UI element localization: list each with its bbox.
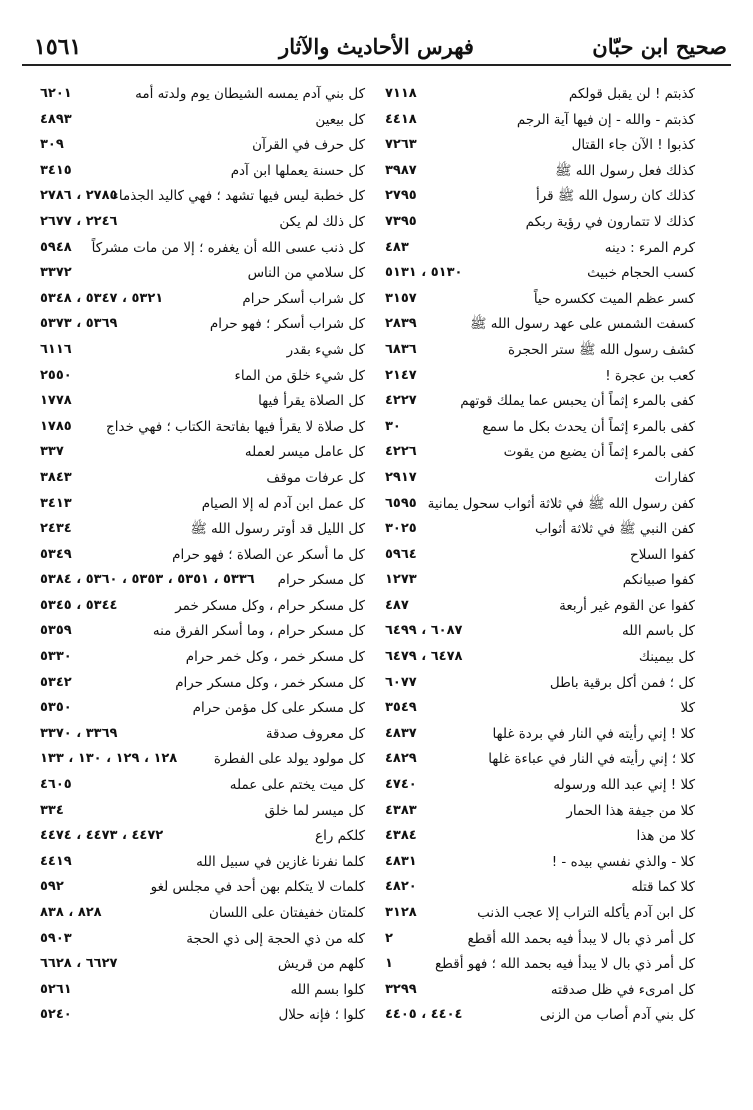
index-entry <box>40 212 365 238</box>
index-entry <box>40 929 365 955</box>
hadith-text: كفوا صبيانكم <box>622 572 695 589</box>
index-entry <box>40 366 365 392</box>
hadith-number: ١٢٨ ، ١٢٩ ، ١٣٠ ، ١٣٣ <box>40 751 178 767</box>
hadith-text: كفوا عن القوم غير أربعة <box>559 597 695 614</box>
hadith-number: ٥٢٤٠ <box>40 1007 72 1023</box>
hadith-text: كلوا بسم الله <box>290 981 365 998</box>
hadith-number: ٦٨٣٦ <box>385 341 417 357</box>
index-entry <box>40 647 365 673</box>
hadith-text: كل بيمينك <box>638 649 695 666</box>
hadith-text: كفوا السلاح <box>630 546 695 563</box>
index-column-right <box>385 84 695 1031</box>
index-entry <box>385 724 695 750</box>
index-entry <box>385 238 695 264</box>
index-entry <box>385 954 695 980</box>
index-entry <box>385 621 695 647</box>
hadith-number: ٣٤١٥ <box>40 162 72 178</box>
hadith-text: كل حرف في القرآن <box>252 137 365 154</box>
index-entry <box>40 417 365 443</box>
hadith-text: كلما نفرنا غازين في سبيل الله <box>196 853 365 870</box>
hadith-number: ١٧٧٨ <box>40 393 72 409</box>
hadith-number: ٤٨٣ <box>385 239 409 255</box>
hadith-text: كذبتم ! لن يقبل قولكم <box>568 86 695 102</box>
hadith-number: ٦٥٩٥ <box>385 495 417 511</box>
hadith-text: كلا كما قتله <box>631 879 695 896</box>
hadith-number: ٤٨٢٠ <box>385 879 417 895</box>
index-entry <box>385 494 695 520</box>
hadith-text: كذبتم - والله - إن فيها آية الرجم <box>516 111 695 128</box>
hadith-text: كلا - والذي نفسي بيده - ! <box>551 853 695 870</box>
index-entry <box>40 621 365 647</box>
index-entry <box>385 596 695 622</box>
hadith-text: كل ابن آدم يأكله التراب إلا عجب الذنب <box>477 905 695 921</box>
index-entry <box>40 698 365 724</box>
hadith-text: كشف رسول الله ﷺ ستر الحجرة <box>507 341 695 358</box>
index-entry <box>385 929 695 955</box>
hadith-text: كل ميت يختم على عمله <box>229 777 365 794</box>
hadith-number: ٥٣٣٦ ، ٥٣٥١ ، ٥٣٥٣ ، ٥٣٦٠ ، ٥٣٨٤ <box>40 572 255 588</box>
hadith-number: ٥٣٥٩ <box>40 623 72 639</box>
index-entry <box>385 519 695 545</box>
hadith-text: كل مولود يولد على الفطرة <box>213 751 365 768</box>
index-entry <box>385 314 695 340</box>
index-entry <box>385 698 695 724</box>
index-entry <box>40 161 365 187</box>
hadith-number: ١ <box>385 956 393 972</box>
index-entry <box>385 826 695 852</box>
index-entry <box>40 289 365 315</box>
index-entry <box>40 775 365 801</box>
index-entry <box>40 877 365 903</box>
index-entry <box>385 340 695 366</box>
hadith-number: ٢١٤٧ <box>385 367 417 383</box>
page-number: ١٥٦١ <box>34 34 82 60</box>
hadith-number: ٣٩٨٧ <box>385 162 417 178</box>
index-entry <box>385 749 695 775</box>
hadith-number: ٣٣٧٢ <box>40 265 72 281</box>
index-entry <box>385 161 695 187</box>
index-entry <box>40 340 365 366</box>
hadith-number: ٣٠ <box>385 418 401 434</box>
hadith-number: ٥٣٤٢ <box>40 674 72 690</box>
hadith-number: ٤٤٧٢ ، ٤٤٧٣ ، ٤٤٧٤ <box>40 828 164 844</box>
hadith-number: ٦٢٠١ <box>40 86 72 101</box>
hadith-text: كذبوا ! الآن جاء القتال <box>571 137 695 154</box>
index-entry <box>40 186 365 212</box>
hadith-text: كفى بالمرء إثماً أن يضيع من يقوت <box>503 444 695 461</box>
hadith-text: كلا ؛ إني رأيته في النار في عباءة غلها <box>488 751 695 768</box>
hadith-number: ٥٩٠٣ <box>40 930 72 946</box>
hadith-number: ٦٤٧٨ ، ٦٤٧٩ <box>385 649 463 665</box>
hadith-text: كلوا ؛ فإنه حلال <box>278 1007 365 1024</box>
hadith-number: ٦٠٨٧ ، ٦٤٩٩ <box>385 623 463 639</box>
index-entry <box>40 1005 365 1031</box>
index-entry <box>385 186 695 212</box>
hadith-number: ٥٣٣٠ <box>40 649 72 665</box>
index-entry <box>385 775 695 801</box>
hadith-text: كفى بالمرء إثماً أن يحدث بكل ما سمع <box>482 418 695 435</box>
hadith-text: كل أمر ذي بال لا يبدأ فيه بحمد الله أقطع <box>467 930 695 947</box>
hadith-text: كل أمر ذي بال لا يبدأ فيه بحمد الله ؛ فهو أقطع <box>434 956 695 973</box>
index-entry <box>385 1005 695 1031</box>
hadith-text: كل مسكر خمر ، وكل خمر حرام <box>185 649 365 666</box>
index-entry <box>385 212 695 238</box>
index-entry <box>40 826 365 852</box>
hadith-text: كلا ! إني عبد الله ورسوله <box>553 777 695 794</box>
index-entry <box>40 724 365 750</box>
header-rule <box>22 64 731 66</box>
hadith-text: كسب الحجام خبيث <box>587 265 695 282</box>
hadith-number: ٣٨٤٣ <box>40 469 72 485</box>
index-entry <box>40 314 365 340</box>
hadith-number: ٢٨٣٩ <box>385 316 417 332</box>
index-entry <box>385 903 695 929</box>
hadith-number: ٥١٣٠ ، ٥١٣١ <box>385 265 463 281</box>
hadith-number: ٦٠٧٧ <box>385 674 417 690</box>
hadith-text: كل عامل ميسر لعمله <box>244 444 365 461</box>
index-entry <box>385 877 695 903</box>
hadith-number: ٣٣٧ <box>40 444 64 460</box>
hadith-text: كفن النبي ﷺ في ثلاثة أثواب <box>534 521 695 538</box>
hadith-text: كل الصلاة يقرأ فيها <box>258 393 365 410</box>
hadith-text: كلا ! إني رأيته في النار في بردة غلها <box>492 725 695 742</box>
hadith-text: كل حسنة يعملها ابن آدم <box>230 162 365 179</box>
hadith-number: ٤٤١٩ <box>40 853 72 869</box>
hadith-number: ٢٧٩٥ <box>385 188 417 204</box>
hadith-number: ٢ <box>385 930 393 946</box>
hadith-number: ٦٦٢٧ ، ٦٦٢٨ <box>40 956 118 972</box>
hadith-text: كل خطبة ليس فيها تشهد ؛ فهي كاليد الجذماء <box>112 188 365 205</box>
index-entry <box>40 263 365 289</box>
hadith-number: ٥٣٢١ ، ٥٣٤٧ ، ٥٣٤٨ <box>40 290 164 306</box>
hadith-number: ٥٢٦١ <box>40 981 72 997</box>
hadith-number: ٣٣٦٩ ، ٣٣٧٠ <box>40 725 118 741</box>
hadith-number: ٥٣٤٤ ، ٥٣٤٥ <box>40 597 118 613</box>
hadith-number: ٢٤٣٤ <box>40 521 72 537</box>
index-entry <box>40 801 365 827</box>
hadith-number: ٣٠٩ <box>40 137 64 153</box>
hadith-text: كل مسكر على كل مؤمن حرام <box>192 700 365 717</box>
hadith-text: كل شراب أسكر ؛ فهو حرام <box>209 316 365 333</box>
index-entry <box>385 980 695 1006</box>
hadith-text: كل عرفات موقف <box>266 469 365 486</box>
hadith-text: كل شيء خلق من الماء <box>234 367 365 384</box>
hadith-text: كل ؛ فمن أكل برقية باطل <box>549 674 695 691</box>
index-entry <box>40 545 365 571</box>
index-entry <box>40 980 365 1006</box>
hadith-text: كسفت الشمس على عهد رسول الله ﷺ <box>470 316 695 333</box>
hadith-text: كل ميسر لما خلق <box>264 802 365 819</box>
hadith-number: ٤٧٤٠ <box>385 777 417 793</box>
hadith-number: ٨٢٨ ، ٨٣٨ <box>40 905 102 920</box>
index-entry <box>40 903 365 929</box>
index-column-left <box>40 84 365 1031</box>
index-entry <box>385 647 695 673</box>
hadith-number: ٣٥٤٩ <box>385 700 417 716</box>
index-entry <box>385 442 695 468</box>
index-entry <box>385 417 695 443</box>
hadith-text: كل ذنب عسى الله أن يغفره ؛ إلا من مات مشركاً <box>91 239 365 256</box>
hadith-number: ٤٨٧ <box>385 597 409 613</box>
hadith-text: كل بني آدم أصاب من الزنى <box>539 1007 695 1024</box>
hadith-text: كلهم من قريش <box>277 956 365 973</box>
hadith-text: كل ذلك لم يكن <box>279 213 365 230</box>
hadith-text: كل بني آدم يمسه الشيطان يوم ولدته أمه <box>135 86 365 102</box>
hadith-text: كل عمل ابن آدم له إلا الصيام <box>201 495 365 512</box>
hadith-text: كل باسم الله <box>622 623 695 640</box>
index-entry <box>385 263 695 289</box>
index-entry <box>385 673 695 699</box>
index-entry <box>40 135 365 161</box>
section-title: فهرس الأحاديث والآثار <box>279 34 474 59</box>
index-entry <box>40 84 365 110</box>
index-entry <box>385 110 695 136</box>
hadith-number: ٥٩٢ <box>40 879 64 895</box>
hadith-number: ٤٣٨٣ <box>385 802 417 818</box>
hadith-text: كل مسكر حرام ، وما أسكر الفرق منه <box>152 623 365 640</box>
hadith-text: كل مسكر حرام <box>277 572 365 589</box>
index-entry <box>40 494 365 520</box>
hadith-text: كفى بالمرء إثماً أن يحبس عما يملك قوتهم <box>460 393 695 410</box>
hadith-number: ٤٢٢٧ <box>385 393 417 409</box>
index-entry <box>385 545 695 571</box>
hadith-text: كلا من جيفة هذا الحمار <box>566 802 695 819</box>
index-entry <box>40 749 365 775</box>
hadith-number: ٧٢٦٣ <box>385 137 417 153</box>
hadith-number: ٤٣٨٤ <box>385 828 417 844</box>
index-entry <box>40 570 365 596</box>
hadith-text: كلا من هذا <box>636 828 695 845</box>
hadith-number: ١٧٨٥ <box>40 418 72 434</box>
hadith-number: ٥٩٦٤ <box>385 546 417 562</box>
index-entry <box>40 673 365 699</box>
hadith-number: ٢٧٨٥ ، ٢٧٨٦ <box>40 188 118 204</box>
index-entry <box>385 135 695 161</box>
index-entry <box>40 110 365 136</box>
hadith-text: كرم المرء : دينه <box>604 239 695 256</box>
index-entry <box>385 801 695 827</box>
index-entry <box>385 366 695 392</box>
hadith-text: كل شراب أسكر حرام <box>242 290 365 307</box>
index-entry <box>40 596 365 622</box>
hadith-number: ٣١٥٧ <box>385 290 417 306</box>
book-title: صحيح ابن حبّان <box>592 34 727 59</box>
hadith-text: كل شيء بقدر <box>286 341 365 358</box>
index-entry <box>40 852 365 878</box>
hadith-text: كل مسكر خمر ، وكل مسكر حرام <box>175 674 365 691</box>
hadith-text: كل ما أسكر عن الصلاة ؛ فهو حرام <box>172 546 365 563</box>
index-entry <box>385 84 695 110</box>
hadith-number: ٥٩٤٨ <box>40 239 72 255</box>
hadith-number: ٢٩١٧ <box>385 469 417 485</box>
index-entry <box>40 442 365 468</box>
hadith-number: ٣٤١٣ <box>40 495 72 511</box>
index-entry <box>385 852 695 878</box>
hadith-number: ٤٨٢٩ <box>385 751 417 767</box>
hadith-number: ٢٢٤٦ ، ٢٦٧٧ <box>40 213 118 229</box>
hadith-number: ٧١١٨ <box>385 86 417 101</box>
hadith-number: ٧٣٩٥ <box>385 213 417 229</box>
hadith-text: كفن رسول الله ﷺ في ثلاثة أثواب سحول يمانية <box>427 495 695 512</box>
hadith-number: ٣١٢٨ <box>385 905 417 920</box>
hadith-text: كعب بن عجرة ! <box>605 367 695 384</box>
hadith-text: كلمتان خفيفتان على اللسان <box>208 905 365 921</box>
index-entry <box>385 468 695 494</box>
hadith-number: ٦١١٦ <box>40 341 72 357</box>
index-entry <box>385 391 695 417</box>
hadith-text: كذلك فعل رسول الله ﷺ <box>555 162 695 179</box>
hadith-number: ٤٦٠٥ <box>40 777 72 793</box>
index-entry <box>385 570 695 596</box>
hadith-number: ٥٣٦٩ ، ٥٣٧٣ <box>40 316 118 332</box>
hadith-number: ٣٠٢٥ <box>385 521 417 537</box>
hadith-text: كله من ذي الحجة إلى ذي الحجة <box>186 930 365 947</box>
hadith-text: كل سلامي من الناس <box>247 265 365 282</box>
hadith-text: كل صلاة لا يقرأ فيها بفاتحة الكتاب ؛ فهي خداج <box>106 418 365 435</box>
hadith-text: كل معروف صدقة <box>265 725 365 742</box>
hadith-text: كل مسكر حرام ، وكل مسكر خمر <box>175 597 365 614</box>
hadith-number: ٥٣٤٩ <box>40 546 72 562</box>
index-entry <box>40 954 365 980</box>
hadith-text: كلكم راع <box>315 828 365 845</box>
hadith-text: كل بيعين <box>315 111 365 128</box>
hadith-text: كذلك كان رسول الله ﷺ قرأ <box>535 188 695 205</box>
hadith-text: كل الليل قد أوتر رسول الله ﷺ <box>190 521 365 538</box>
hadith-number: ٥٣٥٠ <box>40 700 72 716</box>
hadith-number: ٤٨٣١ <box>385 853 417 869</box>
hadith-text: كل امرىء في ظل صدقته <box>550 981 695 998</box>
hadith-text: كلا <box>680 700 695 717</box>
hadith-number: ١٢٧٣ <box>385 572 417 588</box>
hadith-text: كذلك لا تتمارون في رؤية ربكم <box>525 213 695 230</box>
hadith-text: كفارات <box>654 469 695 486</box>
hadith-number: ٤٤١٨ <box>385 111 417 127</box>
hadith-text: كلمات لا يتكلم بهن أحد في مجلس لغو <box>150 879 365 896</box>
hadith-number: ٣٢٩٩ <box>385 981 417 997</box>
hadith-text: كسر عظم الميت ككسره حياً <box>533 290 695 307</box>
index-entry <box>40 391 365 417</box>
page-header <box>22 30 731 64</box>
index-entry <box>40 519 365 545</box>
index-entry <box>40 238 365 264</box>
hadith-number: ٢٥٥٠ <box>40 367 72 383</box>
index-entry <box>40 468 365 494</box>
hadith-number: ٤٨٩٣ <box>40 111 72 127</box>
hadith-number: ٤٤٠٤ ، ٤٤٠٥ <box>385 1007 463 1023</box>
hadith-number: ٤٢٢٦ <box>385 444 417 460</box>
hadith-number: ٣٣٤ <box>40 802 64 818</box>
index-entry <box>385 289 695 315</box>
hadith-number: ٤٨٣٧ <box>385 725 417 741</box>
